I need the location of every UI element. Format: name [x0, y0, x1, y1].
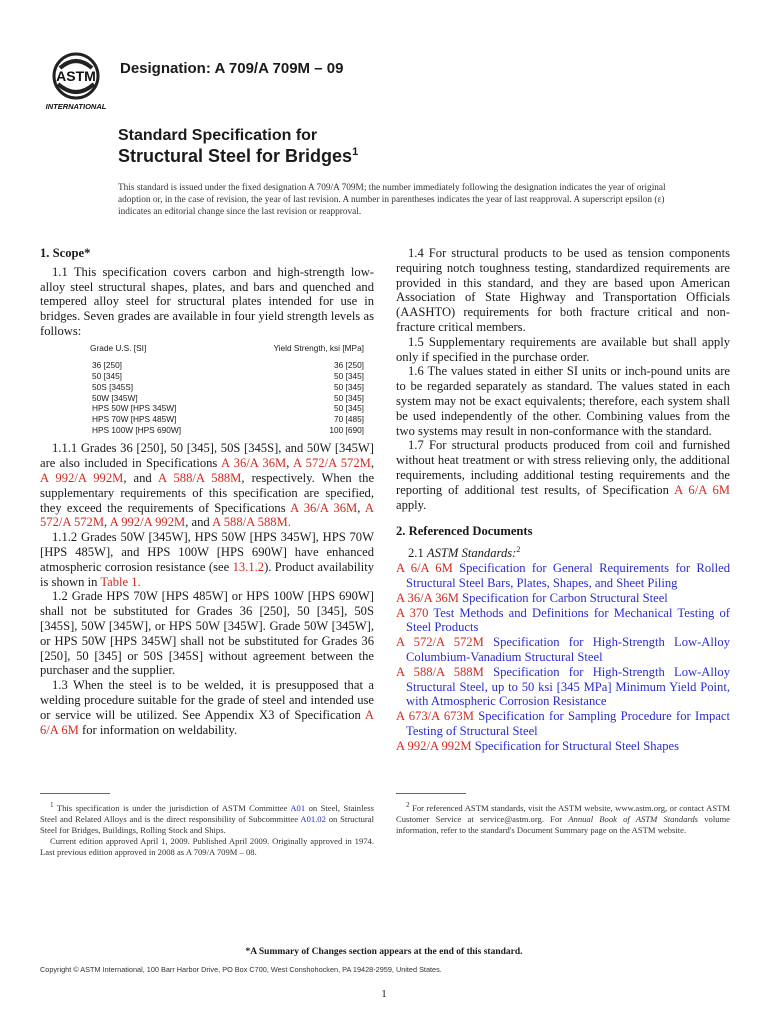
footnote-1-text — [40, 800, 374, 836]
strength-cell: 50 [345] — [334, 392, 364, 403]
sub-title: ASTM Standards: — [426, 546, 517, 561]
footnote-text: on Steel, Stainless Steel and Related Alloys and is the direct responsibility of Subcommittee — [40, 802, 374, 824]
strength-col-header: Yield Strength, ksi [MPa] — [273, 342, 364, 353]
logo-text: ASTM — [56, 68, 96, 84]
copyright: Copyright © ASTM International, 100 Barr Harbor Drive, PO Box C700, West Conshohocken, PA 19428-2959, United States. — [40, 965, 442, 974]
para-text: for information on weldability. — [82, 722, 238, 737]
grade-cell: 50W [345W] — [92, 392, 138, 403]
footnote-text: on Structural Steel for Bridges, Buildings, Rolling Stock and Ships. — [40, 813, 374, 835]
title-line-2 — [118, 146, 358, 167]
reference-item[interactable] — [396, 739, 730, 754]
link-a992[interactable]: A 992/A 992M — [40, 471, 124, 485]
strength-cell: 50 [345] — [334, 403, 364, 414]
footnote-rule — [396, 793, 466, 794]
grade-col-header: Grade U.S. [SI] — [90, 342, 147, 353]
reference-title[interactable]: Specification for High-Strength Low-Alloy Columbium-Vanadium Structural Steel — [406, 635, 730, 664]
footnote-1 — [40, 800, 374, 858]
para-text: ). Product availability is shown in — [40, 559, 374, 589]
reference-code[interactable]: A 36/A 36M — [396, 590, 459, 605]
strength-cell: 50 [345] — [334, 371, 364, 382]
para-1-6: 1.6 The values stated in either SI units or inch-pound units are to be regarded separately as standard. The values stated in each system may not be exact equivalents; therefore, each system shall be used independently of the other. Combining values from the two systems may result in non-conformance with the standard. — [396, 364, 730, 438]
link-table-1[interactable]: Table 1. — [100, 574, 141, 589]
strength-cell: 70 [485] — [334, 414, 364, 424]
grade-cell: HPS 50W [HPS 345W] — [92, 403, 177, 414]
reference-item[interactable] — [396, 709, 730, 739]
link-a36[interactable]: A 36/A 36M — [290, 500, 358, 515]
right-column — [396, 246, 730, 753]
intro-notice: This standard is issued under the fixed designation A 709/A 709M; the number immediately following the designation indicates the year of original adoption or, in the case of revision, the year of last revision. A number in parentheses indicates the year of last reapproval. A superscript epsilon (ε) indicates an editorial change since the last revision or reapproval. — [118, 183, 666, 217]
reference-code[interactable]: A 588/A 588M — [396, 664, 484, 679]
reference-item[interactable] — [396, 635, 730, 665]
left-column — [40, 246, 374, 737]
para-1-3 — [40, 678, 374, 737]
reference-code[interactable]: A 6/A 6M — [396, 561, 453, 576]
sub-number: 2.1 — [408, 546, 424, 561]
title-line-1: Standard Specification for — [118, 127, 318, 144]
strength-cell: 100 [690] — [329, 424, 364, 435]
link-committee-a01[interactable]: A01 — [290, 802, 306, 813]
para-1-4: 1.4 For structural products to be used as tension components requiring notch toughness testing, standardized requirements are provided in this standard, and they are based upon American Association of State Highway and Transportation Officials (AASHTO) requirements for both fracture critical and non-fracture critical members. — [396, 246, 730, 334]
para-1-1: 1.1 This specification covers carbon and high-strength low-alloy steel structural shapes, plates, and bars and quenched and tempered alloy steel for structural plates intended for use in bridges. Seven grades are available in four yield strength levels as follows: — [40, 264, 374, 338]
link-subcommittee-a01-02[interactable]: A01.02 — [300, 813, 326, 824]
link-a588[interactable]: A 588/A 588M. — [212, 515, 291, 530]
grade-cell: HPS 100W [HPS 690W] — [92, 424, 181, 435]
footnote-2-text — [396, 800, 730, 836]
grade-cell: 50 [345] — [92, 371, 122, 382]
reference-item[interactable] — [396, 665, 730, 709]
astm-logo — [40, 50, 114, 112]
grade-cell: HPS 70W [HPS 485W] — [92, 414, 177, 424]
table-row — [40, 403, 374, 414]
para-text: 1.7 For structural products produced from coil and furnished without heat treatment or with stress relieving only, the additional requirements, including additional testing requirements and the reporting of additional test results, of Specification — [396, 438, 730, 497]
title-footnote-mark: 1 — [352, 146, 359, 158]
reference-code[interactable]: A 673/A 673M — [396, 709, 474, 724]
footnote-text: This specification is under the jurisdiction of ASTM Committee — [56, 802, 288, 813]
link-a6[interactable]: A 6/A 6M — [674, 482, 731, 497]
reference-title[interactable]: Specification for High-Strength Low-Alloy Structural Steel, up to 50 ksi [345 MPa] Minimum Yield Point, with Atmospheric Corrosion Resistance — [406, 664, 730, 709]
link-a572[interactable]: A 572/A 572M — [40, 500, 374, 530]
reference-item[interactable] — [396, 561, 730, 591]
reference-code[interactable]: A 572/A 572M — [396, 635, 484, 650]
footnote-mark: 1 — [50, 801, 54, 809]
footnote-text: For referenced ASTM standards, visit the ASTM website, www.astm.org, or contact ASTM Customer Service at service@astm.org. For — [396, 802, 730, 824]
para-text: 1.1.1 Grades 36 [250], 50 [345], 50S [345S], and 50W [345W] are also included in Specifications — [40, 441, 374, 471]
summary-note: *A Summary of Changes section appears at the end of this standard. — [245, 947, 523, 957]
table-row — [40, 371, 374, 382]
grade-cell: 36 [250] — [92, 360, 122, 371]
para-text: respectively. When the supplementary requirements of this specification are specified, they exceed the requirements of Specifications — [40, 471, 375, 515]
para-1-7 — [396, 438, 730, 512]
page-number: 1 — [381, 988, 387, 1000]
footnote-text: volume information, refer to the standard's Document Summary page on the ASTM website. — [396, 813, 730, 835]
referenced-documents-heading: 2. Referenced Documents — [396, 524, 533, 539]
astm-standards-subheading — [396, 543, 730, 561]
grade-table — [40, 343, 374, 436]
grade-table-header — [40, 343, 374, 354]
table-row — [40, 382, 374, 393]
footnote-rule — [40, 793, 110, 794]
table-row — [40, 414, 374, 425]
para-text: 1.3 When the steel is to be welded, it is presupposed that a welding procedure suitable for the grade of steel and intended use or service will be utilized. See Appendix X3 of Specification — [40, 678, 374, 722]
para-1-1-1: 1.1.1 Grades 36 [250], 50 [345], 50S [345S], and 50W [345W] are also included in Specifications A 36/A 36M, A 572/A 572M, A 992/A 992M, and A 588/A 588M, respectively. When the supplementary requirements of this specification are specified, they exceed the requirements of Specifications A 36/A 36M, A 572/A 572M, A 992/A 992M, and A 588/A 588M. — [40, 441, 375, 530]
title-text: Structural Steel for Bridges — [118, 146, 353, 166]
grade-cell: 50S [345S] — [92, 381, 134, 392]
footnote-mark: 2 — [516, 545, 521, 555]
scope-heading: 1. Scope* — [40, 246, 91, 260]
designation: Designation: A 709/A 709M – 09 — [120, 60, 344, 77]
logo-subtext: INTERNATIONAL — [45, 102, 107, 111]
para-1-2: 1.2 Grade HPS 70W [HPS 485W] or HPS 100W [HPS 690W] shall not be substituted for Grades 36 [250], 50 [345], 50S [345S], 50W [345W], or HPS 50W [345W]. Grade 50W [345W], or HPS 50W [HPS 345W] shall not be substituted for Grades 36 [250], 50 [345] or 50S [345S] without agreement between the purchaser and the supplier. — [40, 589, 374, 678]
link-a572[interactable]: A 572/A 572M — [292, 456, 371, 471]
reference-title[interactable]: Specification for General Requirements for Rolled Structural Steel Bars, Plates, Shapes, and Sheet Piling — [406, 561, 730, 590]
table-row — [40, 425, 374, 436]
reference-title[interactable]: Specification for Carbon Structural Steel — [462, 590, 668, 605]
link-a588[interactable]: A 588/A 588M — [158, 471, 242, 485]
para-1-1-2 — [40, 530, 374, 589]
strength-cell: 50 [345] — [334, 381, 364, 392]
link-a6[interactable]: A 6/A 6M — [40, 707, 374, 737]
link-a36[interactable]: A 36/A 36M — [220, 456, 287, 471]
footnote-mark: 2 — [406, 801, 410, 809]
reference-code[interactable]: A 992/A 992M — [396, 738, 472, 753]
para-text: 1.1.2 Grades 50W [345W], HPS 50W [HPS 345W], HPS 70W [HPS 485W], and HPS 100W [HPS 690W] have enhanced atmospheric corrosion resistance (see — [40, 530, 374, 574]
reference-item[interactable] — [396, 591, 730, 606]
table-row — [40, 393, 374, 404]
reference-title[interactable]: Specification for Sampling Procedure for Impact Testing of Structural Steel — [406, 709, 730, 738]
footnote-2 — [396, 800, 730, 836]
reference-title[interactable]: Specification for Structural Steel Shapes — [474, 738, 679, 753]
reference-title[interactable]: Test Methods and Definitions for Mechanical Testing of Steel Products — [406, 605, 730, 635]
footnote-1-edition: Current edition approved April 1, 2009. Published April 2009. Originally approved in 1974. Last previous edition approved in 2008 as A 709/A 709M – 08. — [40, 835, 374, 857]
reference-code[interactable]: A 370 — [396, 605, 429, 620]
para-text: apply. — [396, 497, 427, 512]
para-text: , and — [185, 515, 210, 530]
table-row — [40, 360, 374, 371]
strength-cell: 36 [250] — [334, 360, 364, 371]
link-a992[interactable]: A 992/A 992M — [109, 515, 186, 530]
para-1-5: 1.5 Supplementary requirements are available but shall apply only if specified in the purchase order. — [396, 334, 730, 364]
footnote-italic: Annual Book of ASTM Standards — [568, 813, 699, 824]
reference-item[interactable] — [396, 606, 730, 636]
link-section-13-1-2[interactable]: 13.1.2 — [232, 559, 265, 574]
